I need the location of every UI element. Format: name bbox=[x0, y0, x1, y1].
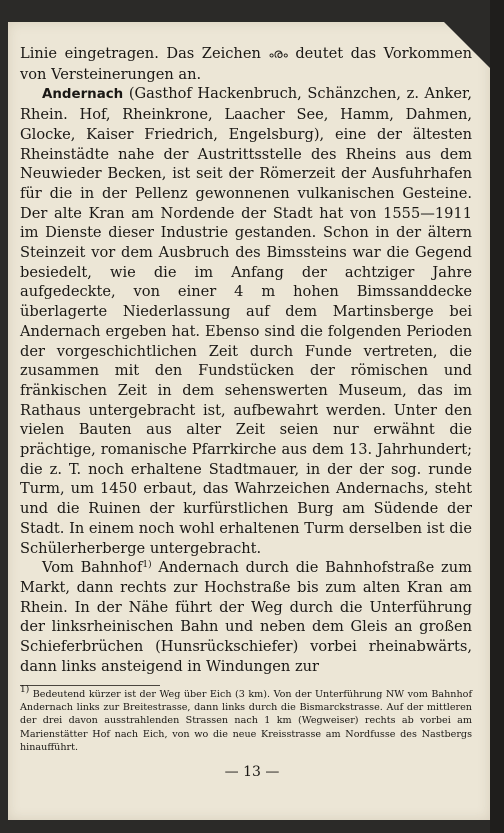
footnote-rule bbox=[20, 685, 160, 686]
bahnhof-start: Vom Bahnhof bbox=[42, 559, 143, 577]
andernach-paragraph bbox=[20, 84, 472, 558]
footnote-ref: 1) bbox=[142, 560, 152, 571]
andernach-text: (Gasthof Hackenbruch, Schänzchen, z. Anker, Rhein. Hof, Rheinkrone, Laacher See, Hamm, Dahmen, Glocke, Kaiser Friedrich, Engelsburg), eine der ältesten Rheinstädte nahe der Austrittsstelle des Rheins aus dem Neuwieder Becken, ist seit der Römerzeit der Ausfuhrhafen für die in der Pellenz gewonnenen vulkanischen Gesteine. Der alte Kran am Nordende der Stadt hat von 1555—1911 im Dienste dieser Industrie gestanden. Schon in der ältern Steinzeit vor dem Ausbruch des Bimssteins war die Gegend besiedelt, wie die im Anfang der achtziger Jahre aufgedeckte, von einer 4 m hohen Bimssanddecke überlagerte Niederlassung auf dem Martinsberge bei Andernach ergeben hat. Ebenso sind die folgenden Perioden der vorgeschichtlichen Zeit durch Funde vertreten, die zusammen mit den Fundstücken der römischen und fränkischen Zeit in dem sehenswerten Museum, das im Rathaus untergebracht ist, aufbewahrt werden. Unter den vielen Bauten aus alter Zeit seien nur erwähnt die prächtige, romanische Pfarrkirche aus dem 13. Jahrhundert; die z. T. noch erhaltene Stadtmauer, in der der sog. runde Turm, um 1450 erbaut, das Wahrzeichen Andernachs, steht und die Ruinen der kurfürstlichen Burg am Südende der Stadt. In einem noch wohl erhaltenen Turm derselben ist die Schülerherberge untergebracht. bbox=[20, 85, 472, 557]
andernach-heading: Andernach bbox=[42, 87, 124, 103]
body-text bbox=[20, 44, 472, 677]
footnote bbox=[20, 685, 472, 754]
fossil-symbol-icon: ൟ bbox=[268, 47, 288, 62]
bahnhof-paragraph bbox=[20, 558, 472, 676]
footnote-text: Bedeutend kürzer ist der Weg über Eich (3 km). Von der Unterführung NW vom Bahnhof Andernach links zur Breitestrasse, dann links durch die Bismarckstrasse. Auf der mittleren der drei davon ausstrahlenden Strassen nach 1 km (Wegweiser) rechts ab vorbei am Marienstätter Hof nach Eich, von wo die neue Kreisstrasse am Nordfusse des Nastbergs hinaufführt. bbox=[20, 689, 472, 753]
intro-text-rest: deutet das Vorkommen von Versteinerungen an. bbox=[20, 45, 472, 83]
scan-frame bbox=[490, 0, 504, 833]
intro-text: Linie eingetragen. Das Zeichen bbox=[20, 45, 269, 62]
footnote-marker: 1) bbox=[20, 685, 30, 695]
bahnhof-text: Andernach durch die Bahnhofstraße zum Markt, dann rechts zur Hochstraße bis zum alten Kran am Rhein. In der Nähe führt der Weg durch die Unterführung der linksrheinischen Bahn und neben dem Gleis an großen Schieferbrüchen (Hunsrückschiefer) vorbei rheinabwärts, dann links ansteigend in Windungen zur bbox=[20, 559, 472, 675]
page-number: — 13 — bbox=[224, 764, 280, 780]
intro-paragraph bbox=[20, 44, 472, 84]
